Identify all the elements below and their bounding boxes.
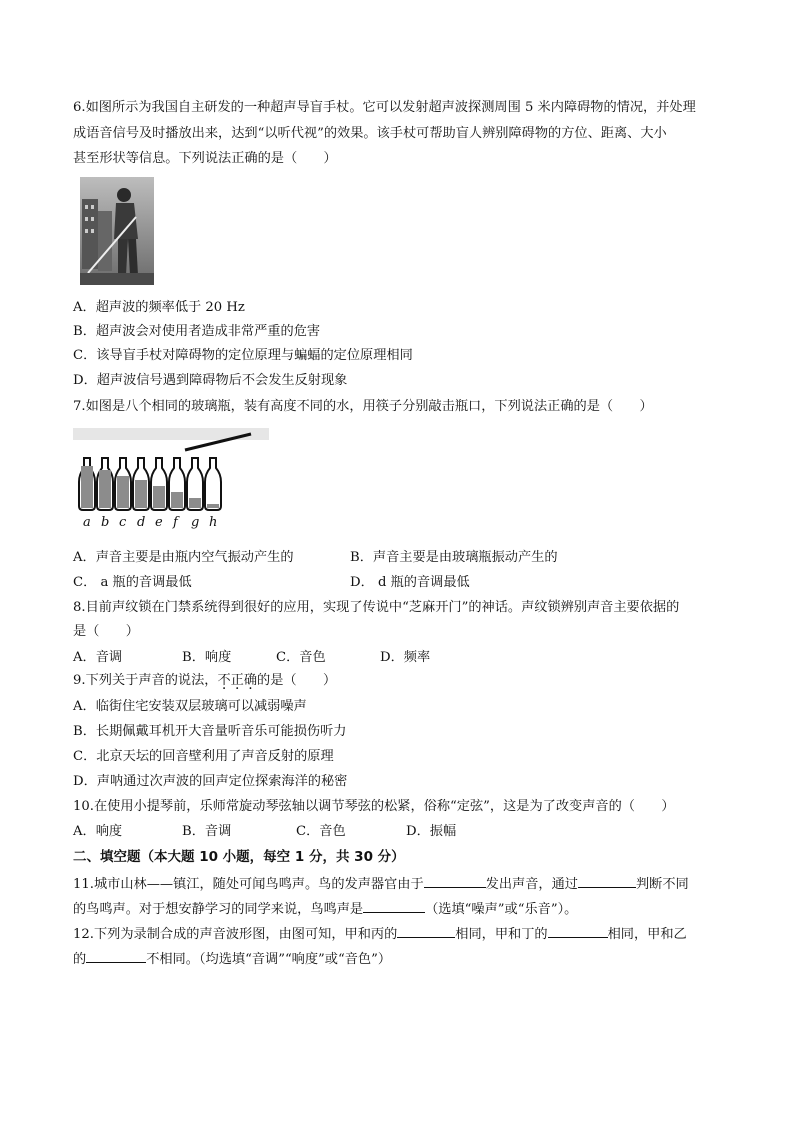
- q10-option-d: D．振幅: [406, 824, 457, 839]
- q6-stem-line2: 成语音信号及时播放出来，达到“以听代视”的效果。该手杖可帮助盲人辨别障碍物的方位、距离、大小: [73, 126, 667, 141]
- q6-option-d: D．超声波信号遇到障碍物后不会发生反射现象: [73, 373, 348, 388]
- q11-line2: [73, 898, 577, 919]
- bottle-label: h: [209, 515, 218, 530]
- q9-emphasis-char: 正: [230, 673, 244, 688]
- ultrasonic-cane-photo: [80, 177, 154, 285]
- q12-line1: [73, 923, 687, 944]
- q6-stem-line1: 6.如图所示为我国自主研发的一种超声导盲手杖。它可以发射超声波探测周围 5 米内障碍物的情况，并处理: [73, 100, 696, 115]
- bottle-label: c: [119, 515, 127, 530]
- answer-blank[interactable]: [363, 898, 425, 913]
- q8-stem-line1: 8.目前声纹锁在门禁系统得到很好的应用，实现了传说中“芝麻开门”的神话。声纹锁辨别声音主要依据的: [73, 600, 680, 615]
- q8-stem-line2: 是（ ）: [73, 624, 139, 639]
- q9-emphasis-char: 确: [243, 673, 258, 688]
- bottle-water: [135, 480, 147, 508]
- bottle-water: [189, 498, 201, 508]
- bottle-water: [81, 466, 93, 508]
- q8-option-d: D．频率: [380, 650, 431, 665]
- q11-line1: [73, 873, 689, 894]
- q8-option-b: B．响度: [182, 650, 232, 665]
- q9-option-d: D．声呐通过次声波的回声定位探索海洋的秘密: [73, 774, 348, 789]
- answer-blank[interactable]: [86, 948, 146, 963]
- q9-stem: [73, 672, 336, 690]
- q10-option-a: A．响度: [73, 824, 123, 839]
- answer-blank[interactable]: [397, 923, 455, 938]
- q10-option-b: B．音调: [182, 824, 232, 839]
- q8-option-a: A．音调: [73, 650, 123, 665]
- q11-text: 发出声音，通过: [485, 877, 578, 892]
- q9-option-c: C．北京天坛的回音壁利用了声音反射的原理: [73, 749, 334, 764]
- bottle-water: [99, 470, 111, 508]
- q7-option-d: D． d 瓶的音调最低: [350, 575, 470, 590]
- q10-option-c: C．音色: [296, 824, 346, 839]
- answer-blank[interactable]: [578, 873, 636, 888]
- q12-text: 相同，甲和丁的: [455, 927, 548, 942]
- q12-text: 12.下列为录制合成的声音波形图，由图可知，甲和丙的: [73, 927, 398, 942]
- q12-line2: [73, 948, 391, 969]
- q11-text: 11.城市山林——镇江，随处可闻鸟鸣声。鸟的发声器官由于: [73, 877, 424, 892]
- q7-stem: 7.如图是八个相同的玻璃瓶，装有高度不同的水，用筷子分别敲击瓶口，下列说法正确的是（ ）: [73, 399, 653, 414]
- q10-stem: 10.在使用小提琴前，乐师常旋动琴弦轴以调节琴弦的松紧，俗称“定弦”，这是为了改变声音的（ ）: [73, 799, 675, 814]
- q9-stem-pre: 9.下列关于声音的说法，: [73, 673, 218, 688]
- section-title: 二、填空题（本大题 10 小题，每空 1 分，共 30 分）: [73, 849, 405, 865]
- q8-option-c: C．音色: [276, 650, 326, 665]
- q6-option-a: A．超声波的频率低于 20 Hz: [73, 300, 245, 315]
- answer-blank[interactable]: [424, 873, 486, 888]
- q7-option-a: A．声音主要是由瓶内空气振动产生的: [73, 550, 294, 565]
- q11-text: （选填“噪声”或“乐音”）。: [425, 902, 578, 917]
- bottle-label: b: [101, 515, 110, 530]
- q11-text: 的鸟鸣声。对于想安静学习的同学来说，鸟鸣声是: [73, 902, 364, 917]
- q11-text: 判断不同: [635, 877, 689, 892]
- q9-option-a: A．临街住宅安装双层玻璃可以减弱噪声: [73, 699, 307, 714]
- q9-emphasis-char: 不: [217, 673, 231, 688]
- bottle-label: a: [83, 515, 91, 530]
- bottle-label: d: [137, 515, 146, 530]
- q6-option-c: C．该导盲手杖对障碍物的定位原理与蝙蝠的定位原理相同: [73, 348, 413, 363]
- q9-option-b: B．长期佩戴耳机开大音量听音乐可能损伤听力: [73, 724, 347, 739]
- answer-blank[interactable]: [548, 923, 608, 938]
- bottle-water: [171, 492, 183, 508]
- bottle-label: f: [173, 515, 178, 530]
- q7-option-c: C． a 瓶的音调最低: [73, 575, 192, 590]
- q7-option-b: B．声音主要是由玻璃瓶振动产生的: [350, 550, 558, 565]
- bottle-label: e: [155, 515, 163, 530]
- q12-text: 相同，甲和乙: [607, 927, 687, 942]
- q6-stem-line3: 甚至形状等信息。下列说法正确的是（ ）: [73, 151, 337, 166]
- bottle-water: [153, 486, 165, 508]
- glass-bottles-figure: [73, 424, 273, 532]
- bottle-label: g: [191, 515, 200, 530]
- q12-text: 的: [73, 952, 87, 967]
- bottle-water: [117, 476, 129, 508]
- q9-stem-post: 的是（ ）: [257, 673, 337, 688]
- bottle-water: [207, 504, 219, 508]
- q6-option-b: B．超声波会对使用者造成非常严重的危害: [73, 324, 321, 339]
- q12-text: 不相同。（均选填“音调”“响度”或“音色”）: [146, 952, 392, 967]
